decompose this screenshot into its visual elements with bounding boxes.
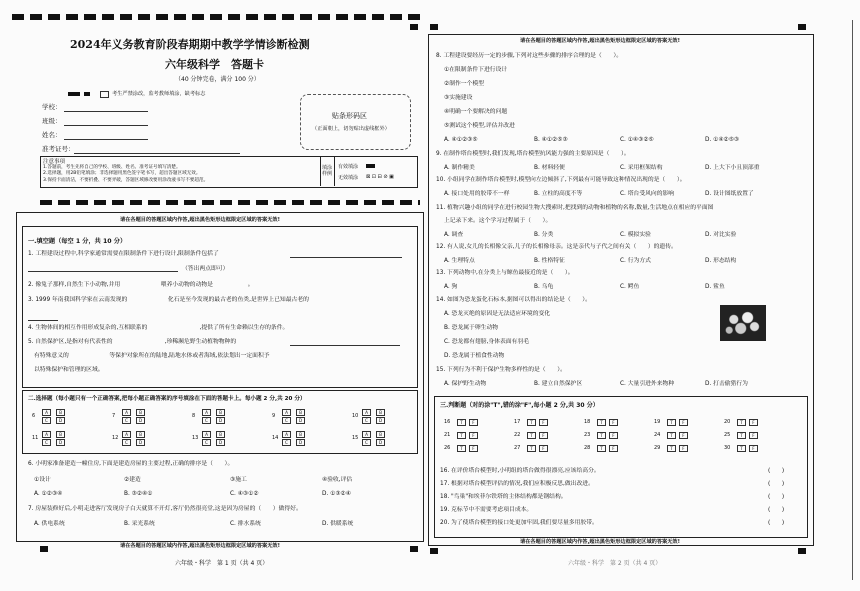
page-footer-right: 六年级・科学 第 2 页（共 4 页） xyxy=(568,560,662,567)
choice-bubble-d[interactable]: D xyxy=(216,417,227,425)
tf-bubble-t[interactable]: T xyxy=(457,445,468,453)
q14-option-d: D. 恐龙属于植食性动物 xyxy=(444,353,505,359)
q8-item-2: ②制作一个模型 xyxy=(444,81,484,87)
q8-option-b: B. ④①②⑤③ xyxy=(534,137,568,143)
tf-bubble-t[interactable]: T xyxy=(597,419,608,427)
absent-note: 考生严禁涂改，监考教师填涂，缺考标志 xyxy=(112,91,206,97)
tf-bubble-t[interactable]: T xyxy=(667,432,678,440)
tf-number: 17 xyxy=(514,419,521,425)
q11-text: 11. 植物兴趣小组的同学在进行校园生物大搜索时,把找到的动物和植物的名称,数量,生活地点在相应的平面图 xyxy=(436,205,714,211)
q8-item-5: ⑤测试这个模型,评估并改进 xyxy=(444,123,515,129)
field-exam-id-input[interactable] xyxy=(74,153,240,154)
field-school-label: 学校： xyxy=(42,103,62,111)
section-1-title: 一.填空题（每空 1 分，共 10 分） xyxy=(28,238,127,245)
choice-bubble-c[interactable]: C xyxy=(42,439,53,447)
wrong-fill-samples: ⊠ ⊡ ⊟ ⊘ ▣ xyxy=(366,174,394,180)
choice-bubble-d[interactable]: D xyxy=(56,417,67,425)
choice-bubble-b[interactable]: B xyxy=(136,409,147,417)
fill-q2: 2. 像兔子那样,自然生下小动物,并用 喂养小动物的动物是 。 xyxy=(28,282,254,288)
choice-bubble-d[interactable]: D xyxy=(136,417,147,425)
exam-title: 2024年义务教育阶段春期期中教学学情诊断检测 xyxy=(70,38,310,51)
page-footer-left: 六年级・科学 第 1 页（共 4 页） xyxy=(175,560,269,567)
fill-q5-blank[interactable] xyxy=(290,345,400,346)
absent-mark xyxy=(84,92,90,96)
corner-mark xyxy=(798,24,806,30)
tf-q20: 20. 为了使塔台模型的接口处更加牢固,我们要尽量多用胶带。 xyxy=(440,520,598,526)
q15-option-b: B. 建立自然保护区 xyxy=(534,381,583,387)
q14-option-c: C. 恐龙都有翅膀,身体表面有羽毛 xyxy=(444,339,529,345)
choice-bubble-a[interactable]: A xyxy=(282,409,293,417)
q15-text: 15. 下列行为不利于保护生物多样性的是（ ）。 xyxy=(436,367,566,373)
tf-bubble-f[interactable]: F xyxy=(679,432,690,440)
tf-bubble-t[interactable]: T xyxy=(457,432,468,440)
fill-q5-end: 以特殊保护和管理的区域。 xyxy=(34,367,104,373)
tf-bubble-t[interactable]: T xyxy=(597,445,608,453)
tf-bubble-t[interactable]: T xyxy=(597,432,608,440)
choice-bubble-b[interactable]: B xyxy=(216,431,227,439)
choice-bubble-c[interactable]: C xyxy=(282,439,293,447)
tf-bubble-f[interactable]: F xyxy=(679,419,690,427)
choice-number: 12 xyxy=(112,435,119,441)
corner-mark xyxy=(40,546,48,552)
choice-bubble-a[interactable]: A xyxy=(282,431,293,439)
fill-q5-cont: 有特殊意义的 等保护对象所在的陆地,陆地水体或者海域,依法划出一定面积予 xyxy=(34,353,270,359)
q6-option-b: B. ③②④① xyxy=(124,491,153,497)
q14-option-a: A. 恐龙灭绝的原因是无法适应环境的变化 xyxy=(444,311,551,317)
tf-number: 26 xyxy=(444,445,451,451)
tf-bubble-f[interactable]: F xyxy=(749,419,760,427)
corner-mark xyxy=(798,548,806,554)
q15-option-c: C. 大量引进外来物种 xyxy=(620,381,675,387)
choice-bubble-c[interactable]: C xyxy=(282,417,293,425)
choice-bubble-a[interactable]: A xyxy=(202,431,213,439)
banner-left-bottom: 请在各题目的答题区域内作答,超出黑色矩形边框限定区域的答案无效! xyxy=(120,543,280,549)
q13-option-c: C. 鳄鱼 xyxy=(620,284,640,290)
page-edge xyxy=(852,20,853,580)
tf-bubble-t[interactable]: T xyxy=(457,419,468,427)
q11-option-a: A. 调查 xyxy=(444,232,464,238)
q6-item-1: ①设计 xyxy=(34,477,51,483)
choice-number: 10 xyxy=(352,413,359,419)
tf-bubble-f[interactable]: F xyxy=(539,419,550,427)
choice-bubble-c[interactable]: C xyxy=(42,417,53,425)
choice-bubble-b[interactable]: B xyxy=(216,409,227,417)
correct-fill-sample xyxy=(366,164,375,168)
q9-text: 9. 在制作塔台模型时,我们发现,塔台模型抗风能力强的主要原因是（ ）。 xyxy=(436,151,630,157)
banner-left-top: 请在各题目的答题区域内作答,超出黑色矩形边框限定区域的答案无效! xyxy=(120,217,280,223)
choice-bubble-b[interactable]: B xyxy=(296,409,307,417)
q9-option-b: B. 材料轻便 xyxy=(534,165,565,171)
q9-option-d: D. 上大下小且顶部重 xyxy=(705,165,760,171)
tf-bubble-t[interactable]: T xyxy=(527,445,538,453)
tf-bubble-f[interactable]: F xyxy=(469,432,480,440)
fill-q1-blank-2[interactable] xyxy=(28,271,178,272)
q10-option-d: D. 设计图纸放置了 xyxy=(705,191,754,197)
q6-option-d: D. ①③②④ xyxy=(322,491,351,497)
q9-option-a: A. 制作精美 xyxy=(444,165,475,171)
tf-number: 23 xyxy=(584,432,591,438)
fill-q1-blank[interactable] xyxy=(290,257,402,258)
fill-q1: 1. 工程建设过程中,科学家通常需要在限制条件下进行设计,限制条件包括了 xyxy=(28,251,219,257)
absent-mark xyxy=(68,92,80,96)
choice-bubble-b[interactable]: B xyxy=(56,431,67,439)
banner-right-top: 请在各题目的答题区域内作答,超出黑色矩形边框限定区域的答案无效! xyxy=(520,38,680,44)
q10-text: 10. 小组同学在制作塔台模型时,模型向左边倾斜了,下列最有可能导致这种情况出现的是（ ）。 xyxy=(436,177,686,183)
q14-text: 14. 如图为恐龙蛋化石标本,据图可以得出的结论是（ ）。 xyxy=(436,297,591,303)
tf-bubble-f[interactable]: F xyxy=(539,432,550,440)
field-name-label: 姓名： xyxy=(42,131,62,139)
tf-number: 29 xyxy=(654,445,661,451)
q12-option-d: D. 形态结构 xyxy=(705,258,737,264)
q7-option-b: B. 采光系统 xyxy=(124,521,155,527)
tf-number: 18 xyxy=(584,419,591,425)
choice-bubble-c[interactable]: C xyxy=(362,417,373,425)
choice-bubble-d[interactable]: D xyxy=(296,439,307,447)
choice-number: 15 xyxy=(352,435,359,441)
fill-q5: 5. 自然保护区,是指对有代表性的 ,珍稀濒危野生动植物物种的 xyxy=(28,339,237,345)
top-dash-border-left xyxy=(12,14,420,20)
q8-text: 8. 工程建设要经历一定的步骤,下列对这些步骤的排序合理的是（ ）。 xyxy=(436,53,623,59)
tf-bubble-t[interactable]: T xyxy=(737,419,748,427)
q6-item-3: ③施工 xyxy=(230,477,247,483)
choice-bubble-a[interactable]: A xyxy=(42,409,53,417)
choice-number: 13 xyxy=(192,435,199,441)
q6-text: 6. 小明家准备建造一幢住房,下面是建造房屋的主要过程,正确的排序是（ ）。 xyxy=(28,461,234,467)
notice-divider xyxy=(320,156,321,186)
choice-number: 9 xyxy=(272,413,276,419)
choice-bubble-a[interactable]: A xyxy=(362,431,373,439)
tf-bubble-f[interactable]: F xyxy=(469,419,480,427)
choice-number: 7 xyxy=(112,413,116,419)
q6-option-c: C. ④③①② xyxy=(230,491,259,497)
tf-number: 25 xyxy=(724,432,731,438)
wrong-fill-label: 无效填涂 xyxy=(338,175,359,181)
barcode-title: 贴条形码区 xyxy=(332,112,367,120)
choice-bubble-c[interactable]: C xyxy=(202,439,213,447)
choice-bubble-a[interactable]: A xyxy=(122,409,133,417)
q7-option-a: A. 供电系统 xyxy=(34,521,65,527)
tf-number: 16 xyxy=(444,419,451,425)
field-class-label: 班级： xyxy=(42,117,62,125)
q13-option-d: D. 鲨鱼 xyxy=(705,284,725,290)
q8-item-3: ③实施建设 xyxy=(444,95,473,101)
choice-number: 11 xyxy=(32,435,39,441)
corner-mark xyxy=(430,548,438,554)
field-exam-id-label: 准考证号： xyxy=(42,145,75,153)
q13-option-b: B. 乌龟 xyxy=(534,284,554,290)
choice-bubble-b[interactable]: B xyxy=(376,431,387,439)
notice-line-2: 2.选择题，用2B铅笔填涂；非选择题用黑色签字笔书写，超出答题区域无效。 xyxy=(43,171,201,176)
q8-item-4: ④明确一个要解决的问题 xyxy=(444,109,508,115)
tf-number: 27 xyxy=(514,445,521,451)
q6-option-a: A. ①②③④ xyxy=(34,491,63,497)
fill-q1-hint: （答出两点即可） xyxy=(182,266,229,272)
q12-option-b: B. 性格特征 xyxy=(534,258,565,264)
tf-number: 20 xyxy=(724,419,731,425)
tf-bubble-f[interactable]: F xyxy=(469,445,480,453)
choice-bubble-d[interactable]: D xyxy=(136,439,147,447)
choice-bubble-b[interactable]: B xyxy=(376,409,387,417)
q7-option-c: C. 排水系统 xyxy=(230,521,261,527)
choice-bubble-a[interactable]: A xyxy=(42,431,53,439)
section-2-title: 二.选择题（每小题只有一个正确答案,把每小题正确答案的序号填涂在下面的答题卡上。每小题 2 分,共 20 分） xyxy=(28,396,306,402)
q11-option-d: D. 对比实验 xyxy=(705,232,737,238)
corner-mark xyxy=(410,546,418,552)
choice-bubble-b[interactable]: B xyxy=(296,431,307,439)
tf-number: 21 xyxy=(444,432,451,438)
q13-text: 13. 下列动物中,在分类上与鲸鱼最接近的是（ ）。 xyxy=(436,270,574,276)
notice-title: 注意事项 xyxy=(43,159,66,165)
tf-bubble-f[interactable]: F xyxy=(679,445,690,453)
barcode-area xyxy=(300,94,411,150)
fill-q3-blank[interactable] xyxy=(28,320,58,321)
mid-dash-border-left xyxy=(40,200,420,205)
dinosaur-egg-fossil-image xyxy=(720,305,766,341)
choice-number: 6 xyxy=(32,413,36,419)
tf-q19: 19. 克标节中不需要考虑项目成本。 xyxy=(440,507,533,513)
q12-option-a: A. 生理特点 xyxy=(444,258,475,264)
tf-q19-paren[interactable]: ( ) xyxy=(768,507,785,513)
fill-example-label: 填涂样例 xyxy=(322,165,333,177)
notice-line-1: 1.答题前，考生先将自己的学校、班级、姓名、准考证号填写清楚。 xyxy=(43,165,181,170)
corner-mark xyxy=(430,24,438,30)
field-name-input[interactable] xyxy=(64,139,148,140)
tf-q17: 17. 根据对塔台模型评估的情况,我们应积极反思,做出改进。 xyxy=(440,481,594,487)
time-info: （40 分钟完卷，满分 100 分） xyxy=(175,76,260,83)
sheet-subtitle: 六年级科学 答题卡 xyxy=(165,58,264,71)
tf-q16-paren[interactable]: ( ) xyxy=(768,468,785,474)
q8-item-1: ①在限制条件下进行设计 xyxy=(444,67,508,73)
tf-q20-paren[interactable]: ( ) xyxy=(768,520,785,526)
tf-number: 22 xyxy=(514,432,521,438)
notice-line-3: 3.保持卡面清洁，不要折叠、不要弄破，答题区域修改要用涂改液书写不要超范。 xyxy=(43,178,209,183)
q11-option-b: B. 分类 xyxy=(534,232,554,238)
tf-q18: 18. "鸟巢"和埃菲尔铁塔的主体结构都是钢结构。 xyxy=(440,494,567,500)
tf-bubble-t[interactable]: T xyxy=(737,445,748,453)
tf-bubble-t[interactable]: T xyxy=(737,432,748,440)
q15-option-d: D. 打击偷猎行为 xyxy=(705,381,748,387)
tf-bubble-t[interactable]: T xyxy=(667,445,678,453)
choice-bubble-c[interactable]: C xyxy=(202,417,213,425)
q9-option-c: C. 采用框架结构 xyxy=(620,165,663,171)
barcode-note: （正面朝上，切勿贴出虚线框外） xyxy=(312,126,390,132)
q8-option-c: C. ①④③②⑤ xyxy=(620,137,654,143)
tf-bubble-f[interactable]: F xyxy=(609,419,620,427)
tf-bubble-t[interactable]: T xyxy=(527,419,538,427)
q10-option-c: C. 塔台受风向的影响 xyxy=(620,191,675,197)
tf-q18-paren[interactable]: ( ) xyxy=(768,494,785,500)
q10-option-a: A. 接口处用的胶带不一样 xyxy=(444,191,510,197)
field-school-input[interactable] xyxy=(64,111,148,112)
tf-bubble-f[interactable]: F xyxy=(749,445,760,453)
q10-option-b: B. 立柱的高度不等 xyxy=(534,191,583,197)
choice-bubble-a[interactable]: A xyxy=(202,409,213,417)
tf-q16: 16. 在评价塔台模型时,小明组的塔台做得很漂亮,应该给高分。 xyxy=(440,468,600,474)
choice-bubble-c[interactable]: C xyxy=(122,417,133,425)
q6-item-2: ②建造 xyxy=(124,477,141,483)
choice-bubble-d[interactable]: D xyxy=(376,417,387,425)
choice-bubble-d[interactable]: D xyxy=(296,417,307,425)
tf-number: 19 xyxy=(654,419,661,425)
tf-bubble-t[interactable]: T xyxy=(527,432,538,440)
tf-number: 28 xyxy=(584,445,591,451)
fill-q3: 3. 1999 年南我国科学家在云南发现的 化石是至今发现的最古老的鱼类,是世界上已知最古老的 xyxy=(28,297,309,303)
choice-bubble-d[interactable]: D xyxy=(376,439,387,447)
tf-bubble-f[interactable]: F xyxy=(609,445,620,453)
field-class-input[interactable] xyxy=(64,125,148,126)
q11-text-cont: 上记录下来。这个学习过程属于（ ）。 xyxy=(444,218,552,224)
corner-mark xyxy=(410,24,418,30)
tf-bubble-t[interactable]: T xyxy=(667,419,678,427)
correct-fill-label: 有效填涂 xyxy=(338,164,359,170)
choice-bubble-b[interactable]: B xyxy=(56,409,67,417)
choice-bubble-c[interactable]: C xyxy=(122,439,133,447)
choice-bubble-c[interactable]: C xyxy=(362,439,373,447)
tf-number: 30 xyxy=(724,445,731,451)
fill-q4: 4. 生物体间的相互作用形成复杂的,互相联系的 ,提供了所有生命赖以生存的条件。 xyxy=(28,325,289,331)
q12-option-c: C. 行为方式 xyxy=(620,258,651,264)
tf-q17-paren[interactable]: ( ) xyxy=(768,481,785,487)
q14-option-b: B. 恐龙属于卵生动物 xyxy=(444,325,499,331)
choice-bubble-a[interactable]: A xyxy=(122,431,133,439)
choice-bubble-d[interactable]: D xyxy=(216,439,227,447)
notice-divider xyxy=(334,156,335,186)
q13-option-a: A. 狗 xyxy=(444,284,458,290)
q7-option-d: D. 供暖系统 xyxy=(322,521,354,527)
choice-number: 8 xyxy=(192,413,196,419)
q12-text: 12. 有人说,女儿的长相像父亲,儿子的长相像母亲。这是亲代与子代之间有关（ ）的遗传。 xyxy=(436,244,677,250)
q15-option-a: A. 保护野生动物 xyxy=(444,381,487,387)
q11-option-c: C. 模拟实验 xyxy=(620,232,651,238)
tf-number: 24 xyxy=(654,432,661,438)
q8-option-d: D. ①④②⑤③ xyxy=(705,137,740,143)
absent-checkbox[interactable] xyxy=(100,91,109,98)
q7-text: 7. 房屋装修好后,小明走进客厅发现房子白天就算不开灯,客厅仍然很亮堂,这是因为房屋的（ ）做得好。 xyxy=(28,506,302,512)
section-3-title: 三.判断题（对的涂"T",错的涂"F",每小题 2 分,共 30 分） xyxy=(440,402,599,409)
choice-bubble-b[interactable]: B xyxy=(136,431,147,439)
tf-bubble-f[interactable]: F xyxy=(749,432,760,440)
tf-bubble-f[interactable]: F xyxy=(539,445,550,453)
q8-option-a: A. ④①②③⑤ xyxy=(444,137,478,143)
choice-number: 14 xyxy=(272,435,279,441)
q6-item-4: ④验收,评估 xyxy=(322,477,353,483)
banner-right-bottom: 请在各题目的答题区域内作答,超出黑色矩形边框限定区域的答案无效! xyxy=(520,539,680,545)
choice-bubble-d[interactable]: D xyxy=(56,439,67,447)
tf-bubble-f[interactable]: F xyxy=(609,432,620,440)
choice-bubble-a[interactable]: A xyxy=(362,409,373,417)
